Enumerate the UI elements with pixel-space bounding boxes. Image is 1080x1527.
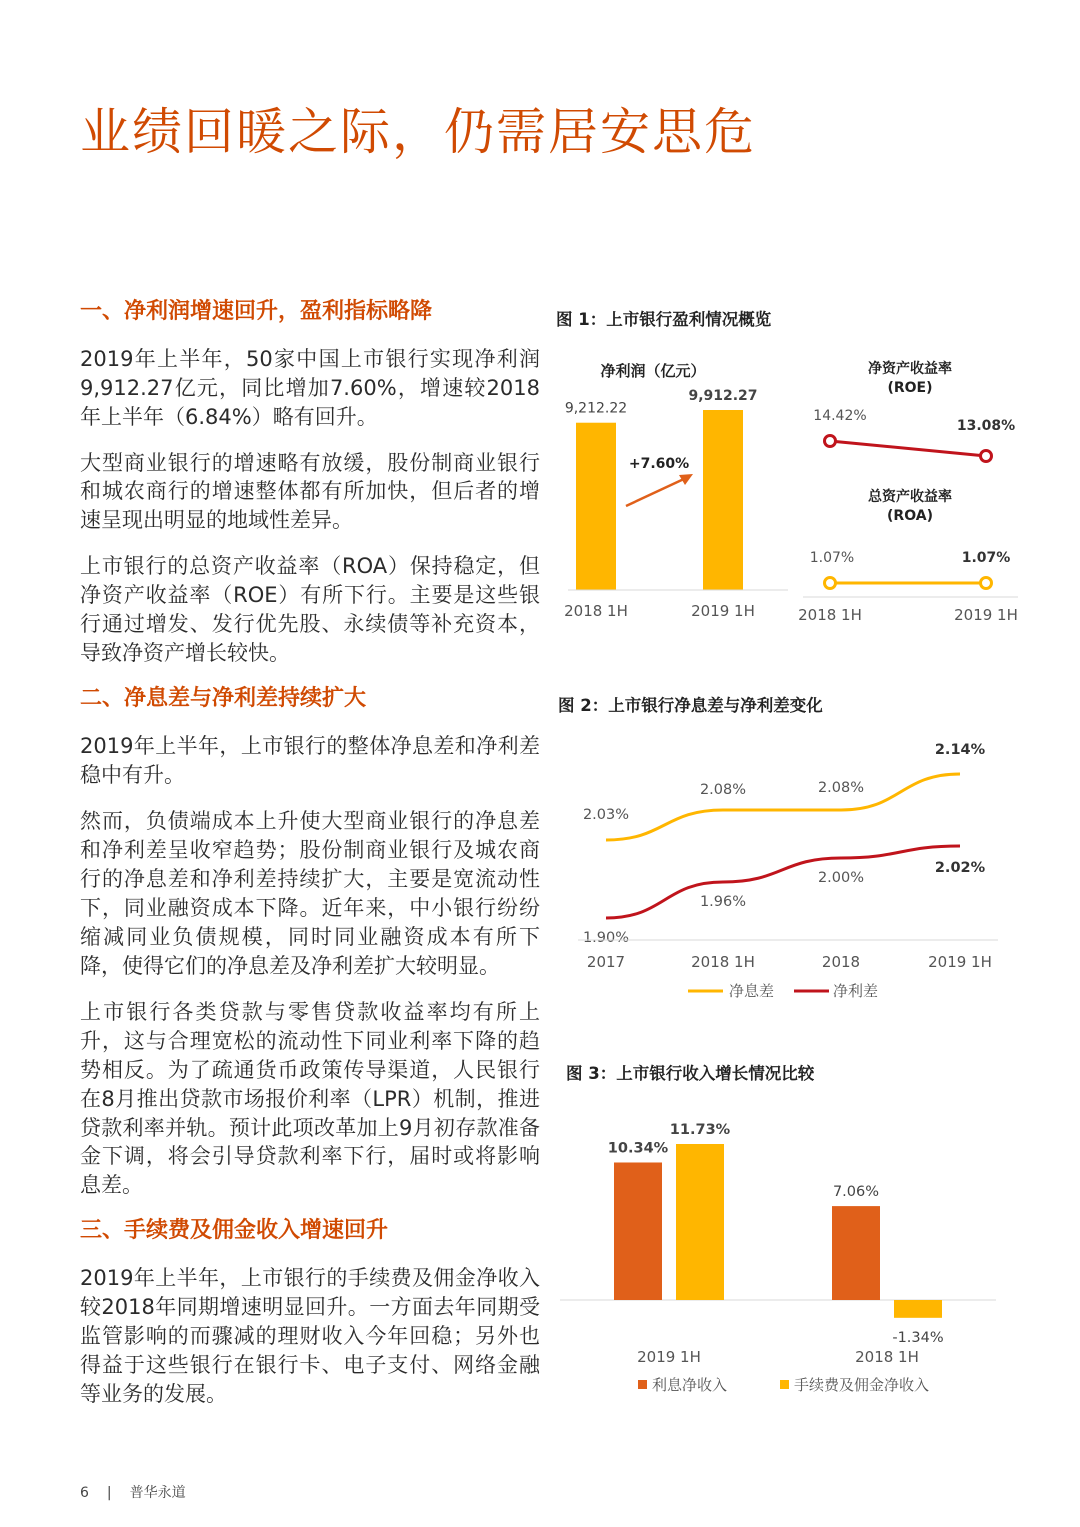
fig2-data-label: 2.08% [699, 782, 747, 798]
fig1-roa-title: (ROA) [887, 508, 933, 524]
fig3-data-label: 11.73% [669, 1122, 731, 1138]
fig1-bar [703, 410, 743, 590]
fig2-x-tick: 2017 [586, 953, 626, 971]
paragraph: 2019年上半年，上市银行的整体净息差和净利差稳中有升。 [80, 733, 540, 787]
fig1-roe-title: (ROE) [887, 380, 933, 396]
fig1-x-tick: 2019 1H [691, 602, 755, 620]
fig3-legend-swatch [638, 1380, 647, 1389]
fig1-net-profit-title: 净利润（亿元） [600, 362, 706, 380]
paragraph: 2019年上半年，上市银行的手续费及佣金净收入较2018年同期增速明显回升。一方面去年同期受监管影响的而骤减的理财收入今年回稳；另外也得益于这些银行在银行卡、电子支付、网络金融等业务的发展。 [80, 1266, 540, 1406]
fig3-x-tick: 2018 1H [855, 1348, 919, 1366]
figure-1-title: 图 1：上市银行盈利情况概览 [556, 310, 772, 329]
fig2-x-tick: 2018 1H [691, 953, 755, 971]
fig2-x-tick: 2019 1H [928, 953, 992, 971]
fig2-data-label: 1.96% [699, 894, 747, 910]
fig1-roa-label: 1.07% [809, 550, 855, 566]
figure-2-title: 图 2：上市银行净息差与净利差变化 [558, 696, 823, 715]
fig3-bar [614, 1162, 662, 1300]
fig1-roa-label: 1.07% [961, 550, 1011, 566]
fig2-x-tick: 2018 [821, 953, 861, 971]
fig1-roa-point [981, 578, 992, 589]
fig1-roe-point [981, 451, 992, 462]
section-heading-1: 一、净利润增速回升，盈利指标略降 [80, 299, 433, 324]
section-heading-2: 二、净息差与净利差持续扩大 [80, 686, 367, 712]
paragraph: 上市银行的总资产收益率（ROA）保持稳定，但净资产收益率（ROE）有所下行。主要是这些银行通过增发、发行优先股、永续债等补充资本，导致净资产增长较快。 [80, 554, 540, 666]
page-number: 6 [80, 1485, 89, 1501]
fig2-data-label: 2.00% [817, 870, 865, 886]
paragraph: 然而，负债端成本上升使大型商业银行的净息差和净利差呈收窄趋势；股份制商业银行及城农商行的净息差和净利差持续扩大，主要是宽流动性下，同业融资成本下降。近年来，中小银行纷纷缩减同业负债规模，同时同业融资成本有所下降，使得它们的净息差及净利差扩大较明显。 [80, 808, 540, 978]
fig3-x-tick: 2019 1H [637, 1348, 701, 1366]
page-title: 业绩回暖之际，仍需居安思危 [80, 103, 756, 161]
fig2-data-label: 2.03% [582, 807, 630, 823]
fig3-bar [676, 1144, 724, 1300]
fig3-legend-label: 利息净收入 [652, 1376, 728, 1394]
fig1-x-tick: 2018 1H [564, 602, 628, 620]
fig1-roa-title: 总资产收益率 [868, 489, 952, 505]
fig1-roe-label: 13.08% [956, 418, 1016, 434]
page-footer [80, 1482, 204, 1502]
fig2-legend-label: 净息差 [729, 982, 775, 1000]
footer-brand: 普华永道 [129, 1485, 186, 1501]
fig1-roa-x-tick: 2018 1H [798, 606, 862, 624]
fig2-series-line [606, 774, 960, 840]
fig3-data-label: 10.34% [607, 1140, 669, 1157]
fig3-data-label: 7.06% [832, 1184, 880, 1201]
fig1-roe-label: 14.42% [813, 408, 867, 424]
paragraph: 2019年上半年，50家中国上市银行实现净利润9,912.27亿元，同比增加7.60%，增速较2018年上半年（6.84%）略有回升。 [80, 346, 540, 429]
fig3-legend-swatch [780, 1380, 789, 1389]
footer-separator: | [106, 1485, 112, 1501]
fig1-growth-label: +7.60% [628, 456, 690, 472]
fig2-series-line [606, 846, 960, 918]
fig1-roa-x-tick: 2019 1H [954, 606, 1018, 624]
fig1-value-label: 9,212.22 [564, 400, 628, 417]
fig2-legend-label: 净利差 [833, 982, 879, 1000]
figure-3-title: 图 3：上市银行收入增长情况比较 [566, 1064, 815, 1083]
fig3-legend-label: 手续费及佣金净收入 [794, 1376, 930, 1394]
fig1-bar [576, 423, 616, 590]
fig2-data-label: 2.02% [934, 860, 986, 876]
figure-2-chart [548, 718, 1048, 1018]
fig1-roe-title: 净资产收益率 [868, 361, 952, 377]
fig3-data-label: -1.34% [892, 1329, 944, 1346]
figure-1-chart [548, 340, 1048, 640]
fig2-data-label: 2.08% [817, 780, 865, 796]
fig1-roe-point [825, 436, 836, 447]
body-text-column [80, 298, 540, 1426]
paragraph: 上市银行各类贷款与零售贷款收益率均有所上升，这与合理宽松的流动性下同业利率下降的趋势相反。为了疏通货币政策传导渠道，人民银行在8月推出贷款市场报价利率（LPR）机制，推进贷款利率并轨。预计此项改革加上9月初存款准备金下调，将会引导贷款利率下行，届时或将影响息差。 [80, 999, 540, 1198]
fig3-bar [894, 1300, 942, 1318]
paragraph: 大型商业银行的增速略有放缓，股份制商业银行和城农商行的增速整体都有所加快，但后者的增速呈现出明显的地域性差异。 [80, 450, 540, 533]
fig1-roe-line [830, 441, 986, 456]
fig1-value-label: 9,912.27 [688, 388, 758, 404]
figure-3-chart [548, 1100, 1048, 1410]
fig3-bar [832, 1206, 880, 1300]
fig2-data-label: 2.14% [934, 742, 986, 758]
fig2-data-label: 1.90% [582, 930, 630, 946]
section-heading-3: 三、手续费及佣金收入增速回升 [80, 1218, 389, 1244]
fig1-growth-arrow [626, 478, 686, 506]
fig1-roa-point [825, 578, 836, 589]
